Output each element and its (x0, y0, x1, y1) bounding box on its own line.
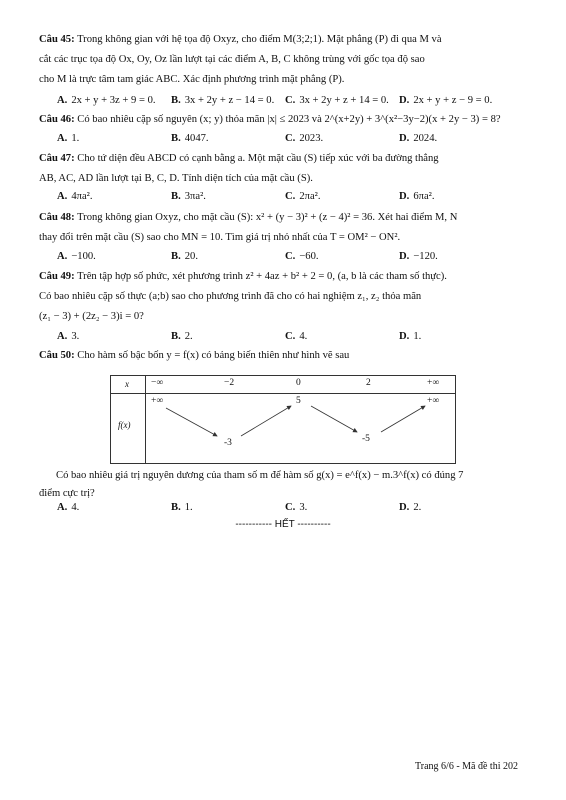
x-label: x (125, 379, 129, 389)
question-text: Trong không gian với hệ tọa độ Oxyz, cho điểm M(3;2;1). Mặt phẳng (P) đi qua M và (77, 34, 442, 45)
question-text: Trong không gian Oxyz, cho mặt cầu (S): x² + (y − 3)² + (z − 4)² = 36. Xét hai điểm M, N (77, 212, 458, 223)
question-49 (39, 267, 533, 327)
question-text: Có bao nhiêu cặp số thực (a;b) sao cho phương trình đã cho có hai nghiệm z₁, z₂ thỏa mãn (39, 291, 422, 302)
x-value: +∞ (427, 378, 440, 388)
option-b: B. 2. (171, 331, 193, 342)
question-text: thay đổi trên mặt cầu (S) sao cho MN = 10. Tìm giá trị nhỏ nhất của T = OM² − ON². (39, 232, 401, 243)
arrow-up (381, 406, 425, 432)
question-number: Câu 47: (39, 153, 75, 164)
option-b: B. 4047. (171, 133, 209, 144)
question-number: Câu 48: (39, 212, 75, 223)
x-value: −∞ (151, 378, 164, 388)
question-48 (39, 208, 533, 248)
option-c: C. 2πa². (285, 191, 321, 202)
x-value: −2 (224, 378, 235, 388)
question-text: Cho hàm số bậc bốn y = f(x) có bảng biến thiên như hình vẽ sau (77, 350, 350, 361)
page-number: Trang 6/6 - Mã đề thi 202 (415, 761, 518, 772)
option-a: A. −100. (57, 251, 96, 262)
question-number: Câu 46: (39, 114, 75, 125)
options-49 (57, 328, 537, 346)
question-number: Câu 49: (39, 271, 75, 282)
options-48 (57, 248, 537, 266)
fx-label: f(x) (118, 420, 131, 430)
question-text: AB, AC, AD lần lượt tại B, C, D. Tính diện tích của mặt cầu (S). (39, 173, 313, 184)
option-b: B. 3x + 2y + z − 14 = 0. (171, 95, 275, 106)
option-b: B. 1. (171, 502, 193, 513)
option-c: C. −60. (285, 251, 319, 262)
option-b: B. 20. (171, 251, 198, 262)
question-45 (39, 30, 533, 90)
question-text: Cho tứ diện đều ABCD có cạnh bằng a. Một mặt cầu (S) tiếp xúc với ba đường thẳng (77, 153, 439, 164)
question-text: (z₁ − 3) + (2z₂ − 3)i = 0? (39, 311, 144, 322)
f-value: -5 (362, 434, 370, 444)
option-a: A. 2x + y + 3z + 9 = 0. (57, 95, 156, 106)
question-50-cont (56, 466, 534, 486)
option-a: A. 4πa². (57, 191, 93, 202)
option-d: D. 2024. (399, 133, 438, 144)
options-50 (57, 499, 537, 517)
option-c: C. 2023. (285, 133, 324, 144)
option-c: C. 3x + 2y + z + 14 = 0. (285, 95, 389, 106)
option-a: A. 3. (57, 331, 80, 342)
option-b: B. 3πa². (171, 191, 206, 202)
question-text: cắt các trục tọa độ Ox, Oy, Oz lần lượt tại các điểm A, B, C không trùng với gốc tọa độ sao (39, 54, 425, 65)
x-value: 2 (366, 378, 371, 388)
f-value: +∞ (427, 396, 440, 406)
question-50 (39, 346, 533, 366)
option-d: D. 2. (399, 502, 422, 513)
end-marker: ----------- HẾT ---------- (235, 519, 331, 530)
arrow-down (311, 406, 357, 432)
f-value: 5 (296, 396, 301, 406)
f-value: +∞ (151, 396, 164, 406)
option-c: C. 3. (285, 502, 308, 513)
option-d: D. 2x + y + z − 9 = 0. (399, 95, 493, 106)
options-46 (57, 130, 537, 148)
arrow-down (166, 408, 217, 436)
question-47 (39, 149, 533, 189)
question-text: Có bao nhiêu cặp số nguyên (x; y) thỏa mãn |x| ≤ 2023 và 2^(x+2y) + 3^(x²−3y−2)(x + 2y − 3) = 8? (77, 114, 501, 125)
question-number: Câu 50: (39, 350, 75, 361)
question-text: Có bao nhiêu giá trị nguyên dương của tham số m để hàm số g(x) = e^f(x) − m.3^f(x) có đúng 7 (56, 470, 464, 481)
question-text: cho M là trực tâm tam giác ABC. Xác định phương trình mặt phẳng (P). (39, 74, 345, 85)
variation-arrows (111, 376, 457, 465)
option-d: D. 1. (399, 331, 422, 342)
option-a: A. 1. (57, 133, 80, 144)
question-text: Trên tập hợp số phức, xét phương trình z² + 4az + b² + 2 = 0, (a, b là các tham số thực). (77, 271, 447, 282)
option-a: A. 4. (57, 502, 80, 513)
variation-table (110, 375, 456, 464)
question-46 (39, 110, 533, 130)
options-45 (57, 92, 537, 110)
x-value: 0 (296, 378, 301, 388)
question-text: điểm cực trị? (39, 488, 95, 499)
f-value: -3 (224, 438, 232, 448)
option-c: C. 4. (285, 331, 308, 342)
question-number: Câu 45: (39, 34, 75, 45)
arrow-up (241, 406, 291, 436)
option-d: D. 6πa². (399, 191, 435, 202)
options-47 (57, 188, 537, 206)
option-d: D. −120. (399, 251, 438, 262)
